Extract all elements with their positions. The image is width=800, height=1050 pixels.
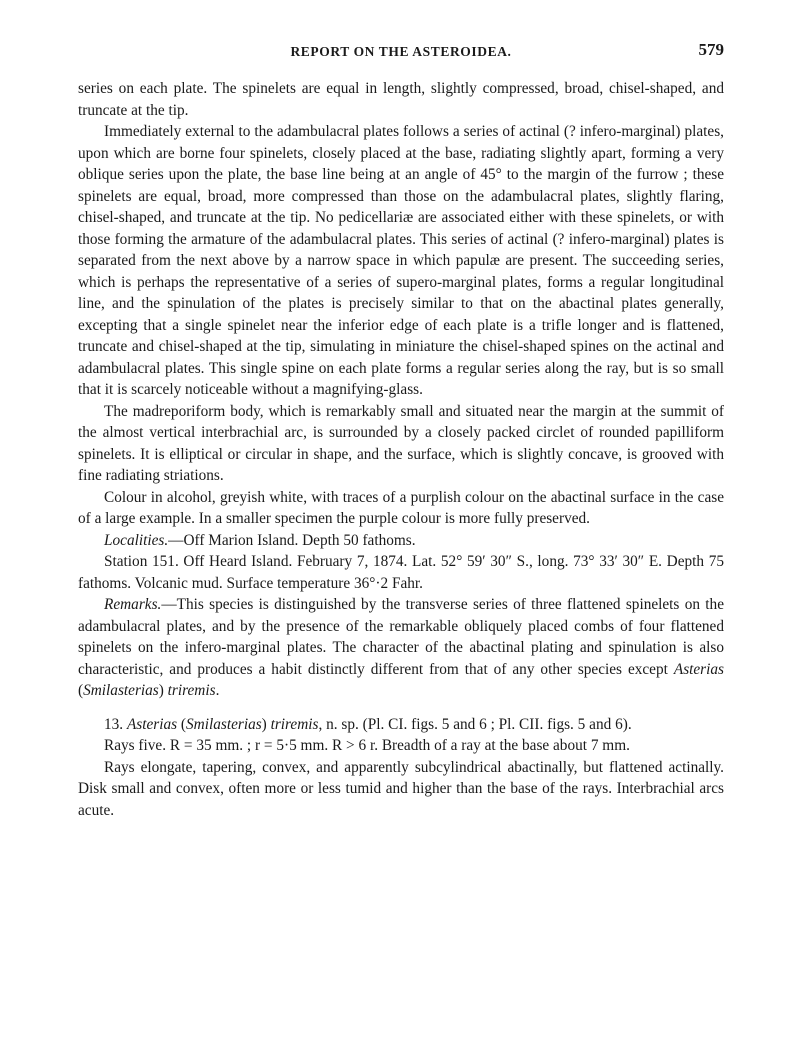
paragraph-actinal-plates: Immediately external to the adambulacral plates follows a series of actinal (? infero-marginal) plates, upon which are borne four spinelets, closely placed at the base, radiating slightly apart, forming a very oblique series upon the plate, the base line being at an angle of 45° to the margin of the furrow ; these spinelets are equal, broad, more compressed than those on the adambulacral plates, slightly flaring, chisel-shaped, and truncate at the tip. No pedicellariæ are associated either with these spinelets, or with those forming the armature of the adambulacral plates. This series of actinal (? infero-marginal) plates is separated from the next above by a narrow space in which papulæ are present. The succeeding series, which is perhaps the representative of a series of supero-marginal plates, forms a regular longitudinal line, and the spinulation of the plates is precisely similar to that on the abactinal plates generally, excepting that a single spinelet near the inferior edge of each plate is a trifle longer and is flattened, truncate and chisel-shaped at the tip, simulating in miniature the chisel-shaped spines on the actinal and adambulacral plates. This single spine on each plate forms a regular series along the ray, but is so small that it is scarcely noticeable without a magnifying-glass. xyxy=(78,123,724,398)
paragraph-remarks xyxy=(78,594,724,702)
paragraph-madreporiform-body: The madreporiform body, which is remarkably small and situated near the margin at the summit of the almost vertical interbrachial arc, is surrounded by a closely packed circlet of rounded papilliform spinelets. It is elliptical or circular in shape, and the surface, which is slightly concave, is grooved with fine radiating striations. xyxy=(78,402,724,484)
species-subgenus: Smilasterias xyxy=(186,715,262,733)
paragraph-colour: Colour in alcohol, greyish white, with traces of a purplish colour on the abactinal surface in the case of a large example. In a smaller specimen the purple colour is more fully preserved. xyxy=(78,488,724,527)
species-genus: Asterias xyxy=(126,715,178,733)
remarks-species-genus: Asterias xyxy=(673,660,724,678)
paragraph-continuation: series on each plate. The spinelets are equal in length, slightly compressed, broad, chisel-shaped, and truncate at the tip. xyxy=(78,80,724,119)
remarks-text: —This species is distinguished by the transverse series of three flattened spinelets on the adambulacral plates, and by the presence of the remarkable obliquely placed combs of four flattened spinelets on the infero-marginal plates. The character of the abactinal plating and spinulation is also characteristic, and produces a habit distinctly different from that of any other species except xyxy=(78,596,724,678)
species-heading-rest: , n. sp. (Pl. CI. figs. 5 and 6 ; Pl. CII. figs. 5 and 6). xyxy=(318,715,632,733)
localities-label: Localities. xyxy=(104,531,169,549)
running-title: REPORT ON THE ASTEROIDEA. xyxy=(290,44,512,59)
remarks-species-subgenus: Smilasterias xyxy=(83,682,159,699)
paragraph-description: Rays elongate, tapering, convex, and apparently subcylindrical abactinally, but flattened actinally. Disk small and convex, often more or less tumid and higher than the base of the rays. Interbrachial arcs acute. xyxy=(78,758,724,819)
remarks-species-name: triremis xyxy=(167,682,216,699)
page-number: 579 xyxy=(698,40,724,59)
paragraph-station: Station 151. Off Heard Island. February 7, 1874. Lat. 52° 59′ 30″ S., long. 73° 33′ 30″ E. Depth 75 fathoms. Volcanic mud. Surface temperature 36°·2 Fahr. xyxy=(78,553,724,592)
paragraph-localities xyxy=(78,530,724,552)
remarks-label: Remarks. xyxy=(104,596,162,613)
localities-text: —Off Marion Island. Depth 50 fathoms. xyxy=(168,531,416,549)
species-open-paren: ( xyxy=(177,715,187,733)
species-heading xyxy=(78,714,724,736)
species-number: 13. xyxy=(104,715,124,733)
remarks-species-close-paren: ) xyxy=(158,682,168,699)
paragraph-measurements: Rays five. R = 35 mm. ; r = 5·5 mm. R > 6 r. Breadth of a ray at the base about 7 mm. xyxy=(104,737,630,754)
remarks-species-open-paren: ( xyxy=(78,682,84,699)
page xyxy=(78,40,724,821)
body-text xyxy=(78,78,724,821)
running-head xyxy=(78,40,724,66)
species-close-paren: ) xyxy=(261,715,271,733)
species-name: triremis xyxy=(270,715,319,733)
remarks-end: . xyxy=(215,682,220,699)
